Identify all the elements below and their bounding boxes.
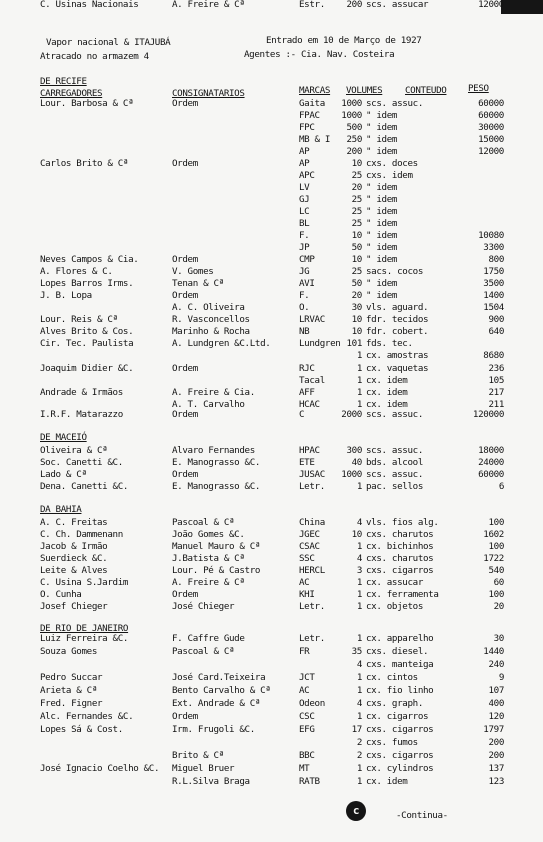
mark-cell: JGEC (299, 529, 320, 540)
shipper-cell: Cir. Tec. Paulista (40, 338, 134, 349)
shipper-cell: Jacob & Irmão (40, 541, 108, 552)
mark-cell: Letr. (299, 633, 325, 644)
mark-cell: F. (299, 230, 310, 241)
volume-cell: 40 (351, 457, 362, 468)
contents-cell: cxs. manteiga (366, 659, 434, 670)
weight-cell: 8680 (483, 350, 504, 361)
weight-cell: 540 (488, 565, 504, 576)
contents-cell: fdr. cobert. (366, 326, 429, 337)
volume-cell: 300 (346, 445, 362, 456)
contents-cell: cxs. cigarros (366, 750, 434, 761)
mark-cell: Estr. (299, 0, 325, 10)
mark-cell: JUSAC (299, 469, 325, 480)
volume-cell: 1 (356, 685, 362, 696)
shipper-cell: José Ignacio Coelho &C. (40, 763, 160, 774)
consignee-cell: Ordem (172, 158, 198, 169)
page-mark: c (346, 801, 366, 821)
volume-cell: 1 (356, 350, 362, 361)
shipper-cell: J. B. Lopa (40, 290, 92, 301)
mark-cell: FPAC (299, 110, 320, 121)
volume-cell: 4 (356, 659, 362, 670)
shipper-cell: Lour. Barbosa & Cª (40, 98, 134, 109)
col-header-shippers: CARREGADORES (40, 88, 103, 99)
shipper-cell: Alves Brito & Cos. (40, 326, 134, 337)
mark-cell: APC (299, 170, 315, 181)
consignee-cell: A. Lundgren &C.Ltd. (172, 338, 271, 349)
contents-cell: " idem (366, 218, 398, 229)
weight-cell: 1440 (483, 646, 504, 657)
consignee-cell: Bento Carvalho & Cª (172, 685, 271, 696)
volume-cell: 4 (356, 698, 362, 709)
mark-cell: MB & I (299, 134, 331, 145)
vessel-line: Vapor nacional & ITAJUBÁ (46, 37, 171, 48)
mark-cell: NB (299, 326, 310, 337)
weight-cell: 100 (488, 541, 504, 552)
consignee-cell: Pascoal & Cª (172, 517, 235, 528)
weight-cell: 12000 (478, 146, 504, 157)
consignee-cell: Irm. Frugoli &C. (172, 724, 255, 735)
shipper-cell: Joaquim Didier &C. (40, 363, 134, 374)
shipper-cell: Dena. Canetti &C. (40, 481, 129, 492)
weight-cell: 3500 (483, 278, 504, 289)
contents-cell: vls. aguard. (366, 302, 429, 313)
mark-cell: HPAC (299, 445, 320, 456)
weight-cell: 100 (488, 589, 504, 600)
shipper-cell: Luiz Ferreira &C. (40, 633, 129, 644)
volume-cell: 25 (351, 170, 362, 181)
consignee-cell: Ordem (172, 409, 198, 420)
shipper-cell: O. Cunha (40, 589, 82, 600)
volume-cell: 50 (351, 278, 362, 289)
mark-cell: CSC (299, 711, 315, 722)
weight-cell: 30 (493, 633, 504, 644)
volume-cell: 30 (351, 302, 362, 313)
contents-cell: " idem (366, 290, 398, 301)
weight-cell: 105 (488, 375, 504, 386)
mark-cell: China (299, 517, 325, 528)
shipper-cell: Lour. Reis & Cª (40, 314, 118, 325)
volume-cell: 1 (356, 776, 362, 787)
contents-cell: cx. cintos (366, 672, 418, 683)
contents-cell: " idem (366, 134, 398, 145)
mark-cell: F. (299, 290, 310, 301)
mark-cell: AC (299, 577, 310, 588)
volume-cell: 1 (356, 601, 362, 612)
weight-cell: 217 (488, 387, 504, 398)
volume-cell: 1 (356, 399, 362, 410)
consignee-cell: Ordem (172, 469, 198, 480)
weight-cell: 12000 (478, 0, 504, 10)
shipper-cell: Arieta & Cª (40, 685, 97, 696)
mark-cell: AVI (299, 278, 315, 289)
weight-cell: 10080 (478, 230, 504, 241)
contents-cell: " idem (366, 110, 398, 121)
contents-cell: fdr. tecidos (366, 314, 429, 325)
mark-cell: HCAC (299, 399, 320, 410)
contents-cell: scs. assuc. (366, 469, 423, 480)
volume-cell: 25 (351, 206, 362, 217)
consignee-cell: E. Manograsso &C. (172, 481, 261, 492)
shipper-cell: Lado & Cª (40, 469, 87, 480)
mark-cell: HERCL (299, 565, 325, 576)
contents-cell: cx. fio linho (366, 685, 434, 696)
volume-cell: 1 (356, 481, 362, 492)
volume-cell: 17 (351, 724, 362, 735)
weight-cell: 60000 (478, 469, 504, 480)
contents-cell: cxs. cigarros (366, 724, 434, 735)
volume-cell: 10 (351, 529, 362, 540)
shipper-cell: Souza Gomes (40, 646, 97, 657)
weight-cell: 800 (488, 254, 504, 265)
contents-cell: bds. alcool (366, 457, 423, 468)
contents-cell: cx. amostras (366, 350, 429, 361)
volume-cell: 50 (351, 242, 362, 253)
mark-cell: MT (299, 763, 310, 774)
scan-corner-mark (501, 0, 543, 14)
mark-cell: FR (299, 646, 310, 657)
mark-cell: LRVAC (299, 314, 325, 325)
contents-cell: cxs. fumos (366, 737, 418, 748)
contents-cell: cxs. charutos (366, 553, 434, 564)
shipper-cell: I.R.F. Matarazzo (40, 409, 123, 420)
weight-cell: 240 (488, 659, 504, 670)
weight-cell: 1750 (483, 266, 504, 277)
mark-cell: O. (299, 302, 310, 313)
volume-cell: 10 (351, 158, 362, 169)
shipper-cell: Andrade & Irmãos (40, 387, 123, 398)
contents-cell: cx. idem (366, 776, 408, 787)
contents-cell: cx. cigarros (366, 711, 429, 722)
volume-cell: 1 (356, 541, 362, 552)
weight-cell: 18000 (478, 445, 504, 456)
mark-cell: BBC (299, 750, 315, 761)
contents-cell: cx. ferramenta (366, 589, 439, 600)
contents-cell: " idem (366, 146, 398, 157)
shipper-cell: Soc. Canetti &C. (40, 457, 123, 468)
volume-cell: 10 (351, 254, 362, 265)
contents-cell: cx. idem (366, 375, 408, 386)
mark-cell: Lundgren (299, 338, 341, 349)
weight-cell: 1602 (483, 529, 504, 540)
contents-cell: cx. cylindros (366, 763, 434, 774)
mark-cell: AP (299, 146, 310, 157)
consignee-cell: Ordem (172, 363, 198, 374)
weight-cell: 200 (488, 750, 504, 761)
volume-cell: 1 (356, 375, 362, 386)
volume-cell: 1 (356, 589, 362, 600)
volume-cell: 1000 (341, 98, 362, 109)
contents-cell: fds. tec. (366, 338, 413, 349)
mark-cell: GJ (299, 194, 310, 205)
contents-cell: " idem (366, 242, 398, 253)
volume-cell: 1000 (341, 110, 362, 121)
contents-cell: cxs. diesel. (366, 646, 429, 657)
origin-maceio: DE MACEIÓ (40, 432, 87, 443)
contents-cell: scs. assuc. (366, 98, 423, 109)
consignee-cell: E. Manograsso &C. (172, 457, 261, 468)
mark-cell: AP (299, 158, 310, 169)
col-header-marks: MARCAS (299, 85, 331, 96)
shipper-cell: Alc. Fernandes &C. (40, 711, 134, 722)
mark-cell: LC (299, 206, 310, 217)
weight-cell: 211 (488, 399, 504, 410)
volume-cell: 1 (356, 387, 362, 398)
consignee-cell: F. Caffre Gude (172, 633, 245, 644)
mark-cell: RJC (299, 363, 315, 374)
shipper-cell: Lopes Sá & Cost. (40, 724, 123, 735)
contents-cell: sacs. cocos (366, 266, 423, 277)
consignee-cell: Ordem (172, 589, 198, 600)
consignee-cell: Tenan & Cª (172, 278, 224, 289)
volume-cell: 10 (351, 326, 362, 337)
contents-cell: scs. assuc. (366, 409, 423, 420)
volume-cell: 1 (356, 711, 362, 722)
consignee-cell: J.Batista & Cª (172, 553, 245, 564)
shipper-cell: A. C. Freitas (40, 517, 108, 528)
contents-cell: vls. fios alg. (366, 517, 439, 528)
mark-cell: Letr. (299, 601, 325, 612)
mark-cell: Gaita (299, 98, 325, 109)
consignee-cell: José Chieger (172, 601, 235, 612)
shipper-cell: Suerdieck &C. (40, 553, 108, 564)
mark-cell: JCT (299, 672, 315, 683)
shipper-cell: C. Usinas Nacionais (40, 0, 139, 10)
volume-cell: 200 (346, 0, 362, 10)
consignee-cell: Pascoal & Cª (172, 646, 235, 657)
consignee-cell: José Card.Teixeira (172, 672, 266, 683)
consignee-cell: Ext. Andrade & Cª (172, 698, 261, 709)
mark-cell: CMP (299, 254, 315, 265)
contents-cell: cx. bichinhos (366, 541, 434, 552)
origin-bahia: DA BAHIA (40, 504, 82, 515)
volume-cell: 25 (351, 218, 362, 229)
weight-cell: 120000 (472, 409, 504, 420)
mark-cell: FPC (299, 122, 315, 133)
shipper-cell: Fred. Figner (40, 698, 103, 709)
mark-cell: KHI (299, 589, 315, 600)
contents-cell: cxs. graph. (366, 698, 423, 709)
shipper-cell: Oliveira & Cª (40, 445, 108, 456)
consignee-cell: Ordem (172, 290, 198, 301)
volume-cell: 4 (356, 517, 362, 528)
contents-cell: cx. assucar (366, 577, 423, 588)
volume-cell: 1 (356, 633, 362, 644)
consignee-cell: V. Gomes (172, 266, 214, 277)
volume-cell: 101 (346, 338, 362, 349)
mark-cell: RATB (299, 776, 320, 787)
volume-cell: 1 (356, 763, 362, 774)
weight-cell: 15000 (478, 134, 504, 145)
weight-cell: 1797 (483, 724, 504, 735)
mark-cell: JP (299, 242, 310, 253)
mark-cell: C (299, 409, 305, 420)
consignee-cell: R. Vasconcellos (172, 314, 250, 325)
shipper-cell: A. Flores & C. (40, 266, 113, 277)
contents-cell: " idem (366, 122, 398, 133)
shipper-cell: Lopes Barros Irms. (40, 278, 134, 289)
weight-cell: 1722 (483, 553, 504, 564)
consignee-cell: A. T. Carvalho (172, 399, 245, 410)
contents-cell: " idem (366, 194, 398, 205)
mark-cell: ETE (299, 457, 315, 468)
contents-cell: cxs. doces (366, 158, 418, 169)
volume-cell: 10 (351, 230, 362, 241)
origin-recife: DE RECIFE (40, 76, 87, 87)
arrival-date: Entrado em 10 de Março de 1927 (266, 35, 422, 46)
weight-cell: 900 (488, 314, 504, 325)
mark-cell: Letr. (299, 481, 325, 492)
weight-cell: 236 (488, 363, 504, 374)
mark-cell: Odeon (299, 698, 325, 709)
mark-cell: BL (299, 218, 310, 229)
volume-cell: 4 (356, 553, 362, 564)
volume-cell: 2000 (341, 409, 362, 420)
contents-cell: cx. idem (366, 399, 408, 410)
contents-cell: cxs. cigarros (366, 565, 434, 576)
contents-cell: " idem (366, 254, 398, 265)
volume-cell: 25 (351, 194, 362, 205)
consignee-cell: Lour. Pé & Castro (172, 565, 261, 576)
volume-cell: 20 (351, 290, 362, 301)
weight-cell: 30000 (478, 122, 504, 133)
volume-cell: 200 (346, 146, 362, 157)
volume-cell: 35 (351, 646, 362, 657)
volume-cell: 20 (351, 182, 362, 193)
weight-cell: 137 (488, 763, 504, 774)
consignee-cell: Marinho & Rocha (172, 326, 250, 337)
contents-cell: " idem (366, 230, 398, 241)
contents-cell: cx. vaquetas (366, 363, 429, 374)
volume-cell: 3 (356, 565, 362, 576)
weight-cell: 100 (488, 517, 504, 528)
weight-cell: 400 (488, 698, 504, 709)
shipper-cell: C. Ch. Dammenann (40, 529, 123, 540)
mark-cell: SSC (299, 553, 315, 564)
volume-cell: 25 (351, 266, 362, 277)
consignee-cell: R.L.Silva Braga (172, 776, 250, 787)
consignee-cell: Ordem (172, 711, 198, 722)
weight-cell: 24000 (478, 457, 504, 468)
contents-cell: cxs. charutos (366, 529, 434, 540)
shipper-cell: Neves Campos & Cia. (40, 254, 139, 265)
shipper-cell: Carlos Brito & Cª (40, 158, 129, 169)
contents-cell: scs. assuc. (366, 445, 423, 456)
volume-cell: 250 (346, 134, 362, 145)
consignee-cell: Alvaro Fernandes (172, 445, 255, 456)
shipper-cell: Leite & Alves (40, 565, 108, 576)
weight-cell: 1400 (483, 290, 504, 301)
weight-cell: 60000 (478, 110, 504, 121)
mark-cell: LV (299, 182, 310, 193)
contents-cell: cx. apparelho (366, 633, 434, 644)
contents-cell: " idem (366, 278, 398, 289)
col-header-contents: CONTEUDO (405, 85, 447, 96)
volume-cell: 10 (351, 314, 362, 325)
volume-cell: 1 (356, 363, 362, 374)
consignee-cell: A. Freire & Cª (172, 0, 245, 10)
weight-cell: 60 (493, 577, 504, 588)
col-header-weight: PESO (468, 83, 489, 94)
col-header-consignees: CONSIGNATARIOS (172, 88, 245, 99)
consignee-cell: Ordem (172, 254, 198, 265)
volume-cell: 1 (356, 672, 362, 683)
consignee-cell: João Gomes &C. (172, 529, 245, 540)
volume-cell: 500 (346, 122, 362, 133)
origin-rio: DE RIO DE JANEIRO (40, 623, 129, 634)
weight-cell: 640 (488, 326, 504, 337)
volume-cell: 1 (356, 577, 362, 588)
mark-cell: AFF (299, 387, 315, 398)
consignee-cell: A. Freire & Cª (172, 577, 245, 588)
weight-cell: 6 (498, 481, 504, 492)
weight-cell: 1504 (483, 302, 504, 313)
consignee-cell: Miguel Bruer (172, 763, 235, 774)
col-header-volumes: VOLUMES (346, 85, 383, 96)
weight-cell: 20 (493, 601, 504, 612)
volume-cell: 2 (356, 737, 362, 748)
agents-line: Agentes :- Cia. Nav. Costeira (244, 49, 395, 60)
mark-cell: EFG (299, 724, 315, 735)
mark-cell: AC (299, 685, 310, 696)
shipper-cell: C. Usina S.Jardim (40, 577, 129, 588)
contents-cell: " idem (366, 206, 398, 217)
weight-cell: 107 (488, 685, 504, 696)
weight-cell: 120 (488, 711, 504, 722)
contents-cell: cxs. idem (366, 170, 413, 181)
consignee-cell: A. C. Oliveira (172, 302, 245, 313)
contents-cell: cx. idem (366, 387, 408, 398)
consignee-cell: Manuel Mauro & Cª (172, 541, 261, 552)
contents-cell: " idem (366, 182, 398, 193)
volume-cell: 2 (356, 750, 362, 761)
mark-cell: CSAC (299, 541, 320, 552)
volume-cell: 1000 (341, 469, 362, 480)
weight-cell: 60000 (478, 98, 504, 109)
consignee-cell: Brito & Cª (172, 750, 224, 761)
shipper-cell: Josef Chieger (40, 601, 108, 612)
consignee-cell: Ordem (172, 98, 198, 109)
contents-cell: scs. assucar (366, 0, 429, 10)
mark-cell: Tacal (299, 375, 325, 386)
berth-line: Atracado no armazem 4 (40, 51, 149, 62)
weight-cell: 200 (488, 737, 504, 748)
contents-cell: pac. sellos (366, 481, 423, 492)
shipper-cell: Pedro Succar (40, 672, 103, 683)
continued-label: -Continua- (396, 810, 448, 821)
weight-cell: 3300 (483, 242, 504, 253)
weight-cell: 9 (498, 672, 504, 683)
weight-cell: 123 (488, 776, 504, 787)
contents-cell: cx. objetos (366, 601, 423, 612)
consignee-cell: A. Freire & Cia. (172, 387, 255, 398)
mark-cell: JG (299, 266, 310, 277)
